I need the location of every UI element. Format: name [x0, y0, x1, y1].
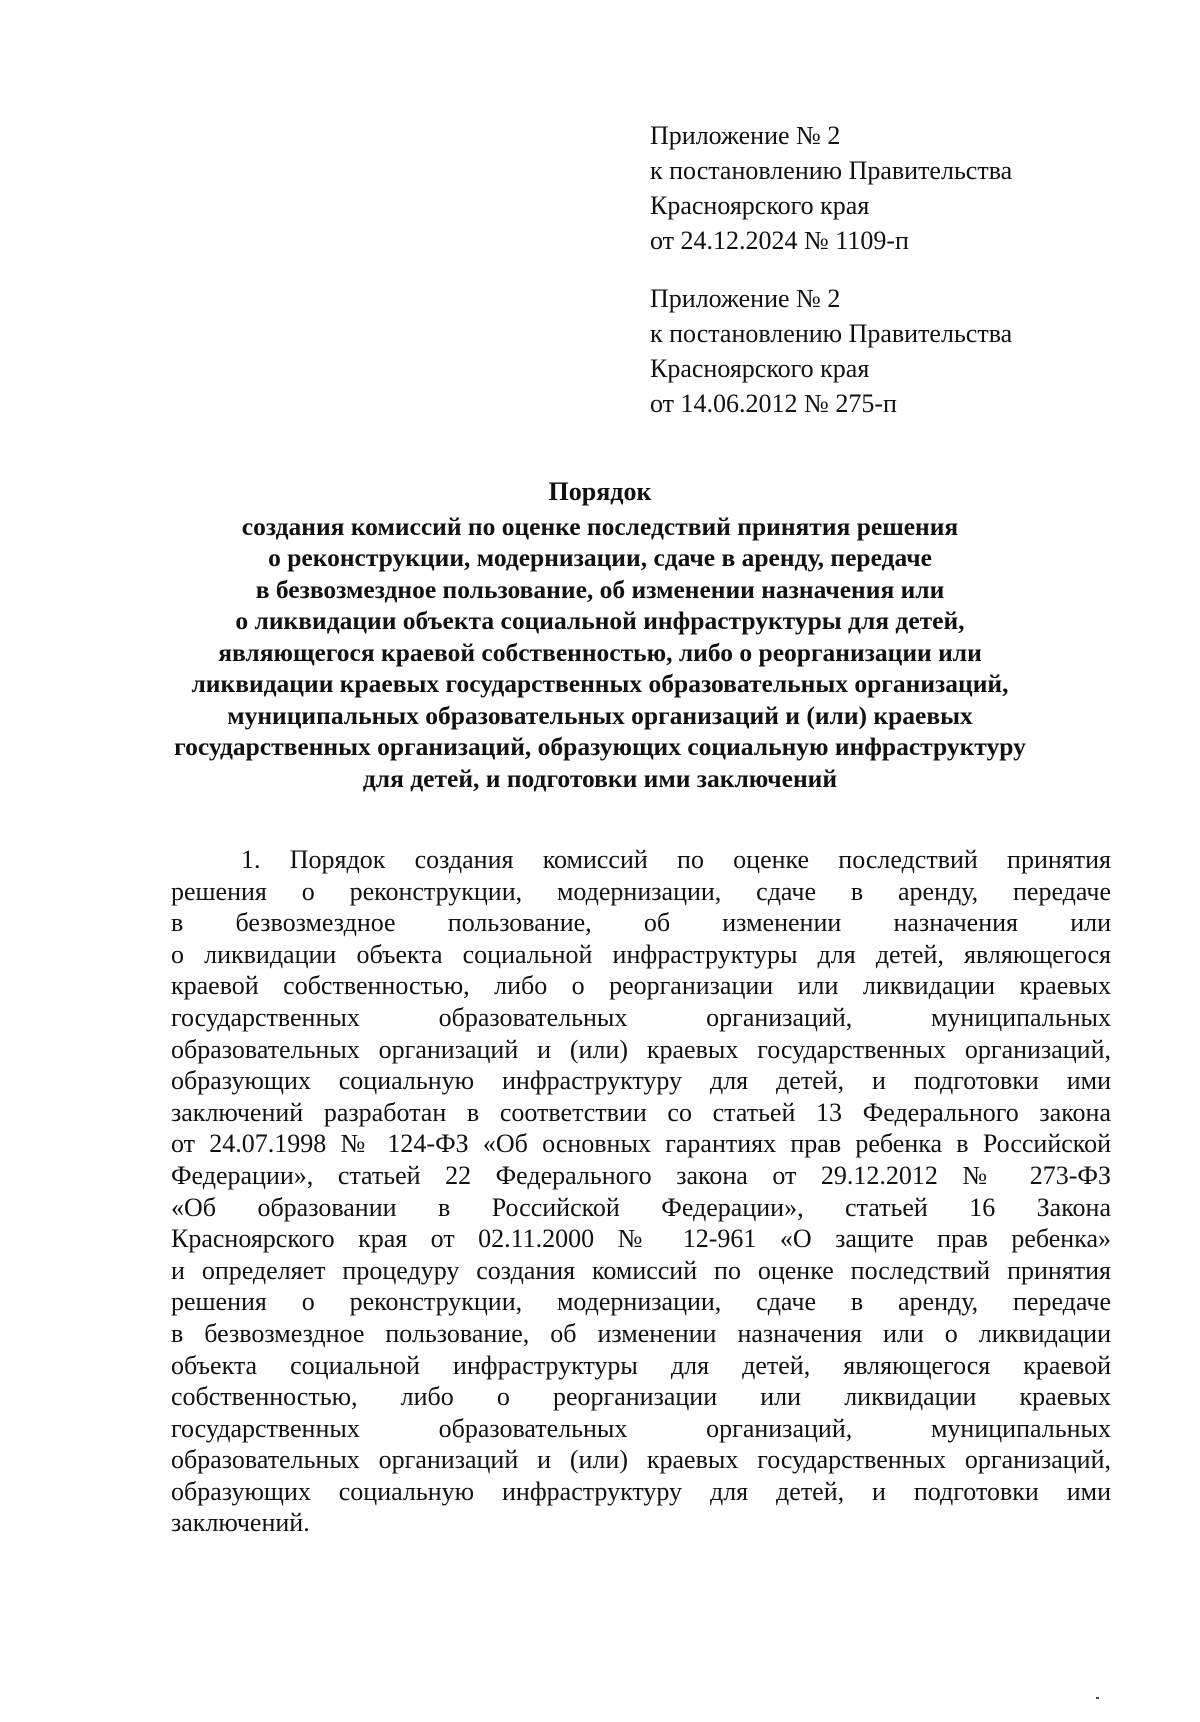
title-line: являющегося краевой собственностью, либо о реорганизации или [218, 637, 982, 667]
paragraph-line: образующих социальную инфраструктуру для детей, и подготовки ими [171, 1066, 1111, 1096]
paragraph-line: 1. Порядок создания комиссий по оценке последствий принятия [241, 845, 1111, 874]
paragraph-line: Федерации», статьей 22 Федерального закона от 29.12.2012 № 273-ФЗ [171, 1160, 1111, 1190]
paragraph-line: в безвозмездное пользование, об изменении назначения или [171, 908, 1111, 938]
appendix-reference-current [650, 118, 1150, 258]
title-line: ликвидации краевых государственных образовательных организаций, [191, 669, 1009, 698]
title-line: муниципальных образовательных организаций и (или) краевых [227, 700, 973, 730]
appendix-line: к постановлению Правительства [650, 319, 1013, 348]
appendix-line: от 14.06.2012 № 275-п [650, 389, 897, 418]
appendix-line: от 24.12.2024 № 1109-п [650, 226, 909, 255]
paragraph-line: краевой собственностью, либо о реорганизации или ликвидации краевых [171, 971, 1111, 1001]
paragraph-line: государственных образовательных организаций, муниципальных [171, 1413, 1111, 1443]
paragraph-line: образовательных организаций и (или) краевых государственных организаций, [171, 1034, 1111, 1064]
appendix-line: Приложение № 2 [650, 121, 841, 150]
paragraph-line: решения о реконструкции, модернизации, сдаче в аренду, передаче [171, 1287, 1111, 1317]
appendix-line: Красноярского края [650, 191, 870, 220]
paragraph-line: образующих социальную инфраструктуру для детей, и подготовки ими [171, 1476, 1111, 1506]
title-line: о реконструкции, модернизации, сдаче в аренду, передаче [268, 543, 932, 572]
paragraph-line: Красноярского края от 02.11.2000 № 12-961 «О защите прав ребенка» [171, 1224, 1111, 1254]
paragraph-line: решения о реконструкции, модернизации, сдаче в аренду, передаче [171, 876, 1111, 906]
paragraph-line: в безвозмездное пользование, об изменении назначения или о ликвидации [171, 1318, 1111, 1348]
paragraph-line: заключений. [171, 1508, 310, 1538]
paragraph-line: государственных образовательных организаций, муниципальных [171, 1002, 1111, 1032]
paragraph-line: заключений разработан в соответствии со статьей 13 Федерального закона [171, 1097, 1111, 1127]
paragraph-1 [171, 844, 1111, 1539]
document-title [150, 476, 1050, 794]
paragraph-line: о ликвидации объекта социальной инфраструктуры для детей, являющегося [171, 939, 1111, 969]
appendix-line: Приложение № 2 [650, 284, 841, 313]
paragraph-line: собственностью, либо о реорганизации или ликвидации краевых [171, 1382, 1111, 1412]
title-line: создания комиссий по оценке последствий принятия решения [241, 511, 959, 541]
title-line: государственных организаций, образующих социальную инфраструктуру [174, 732, 1026, 761]
paragraph-line: образовательных организаций и (или) краевых государственных организаций, [171, 1445, 1111, 1475]
appendix-reference-original [650, 281, 1150, 421]
appendix-line: к постановлению Правительства [650, 156, 1013, 185]
paragraph-line: объекта социальной инфраструктуры для детей, являющегося краевой [171, 1350, 1111, 1380]
paragraph-line: и определяет процедуру создания комиссий по оценке последствий принятия [171, 1255, 1111, 1285]
title-line: о ликвидации объекта социальной инфраструктуры для детей, [235, 606, 965, 635]
paragraph-line: от 24.07.1998 № 124-ФЗ «Об основных гарантиях прав ребенка в Российской [171, 1129, 1111, 1159]
scan-artifact [1096, 1697, 1099, 1699]
title-heading: Порядок [548, 477, 652, 506]
paragraph-line: «Об образовании в Российской Федерации», статьей 16 Закона [171, 1192, 1111, 1222]
title-line: для детей, и подготовки ими заключений [362, 763, 838, 793]
appendix-line: Красноярского края [650, 354, 870, 383]
title-line: в безвозмездное пользование, об изменении назначения или [255, 574, 945, 604]
